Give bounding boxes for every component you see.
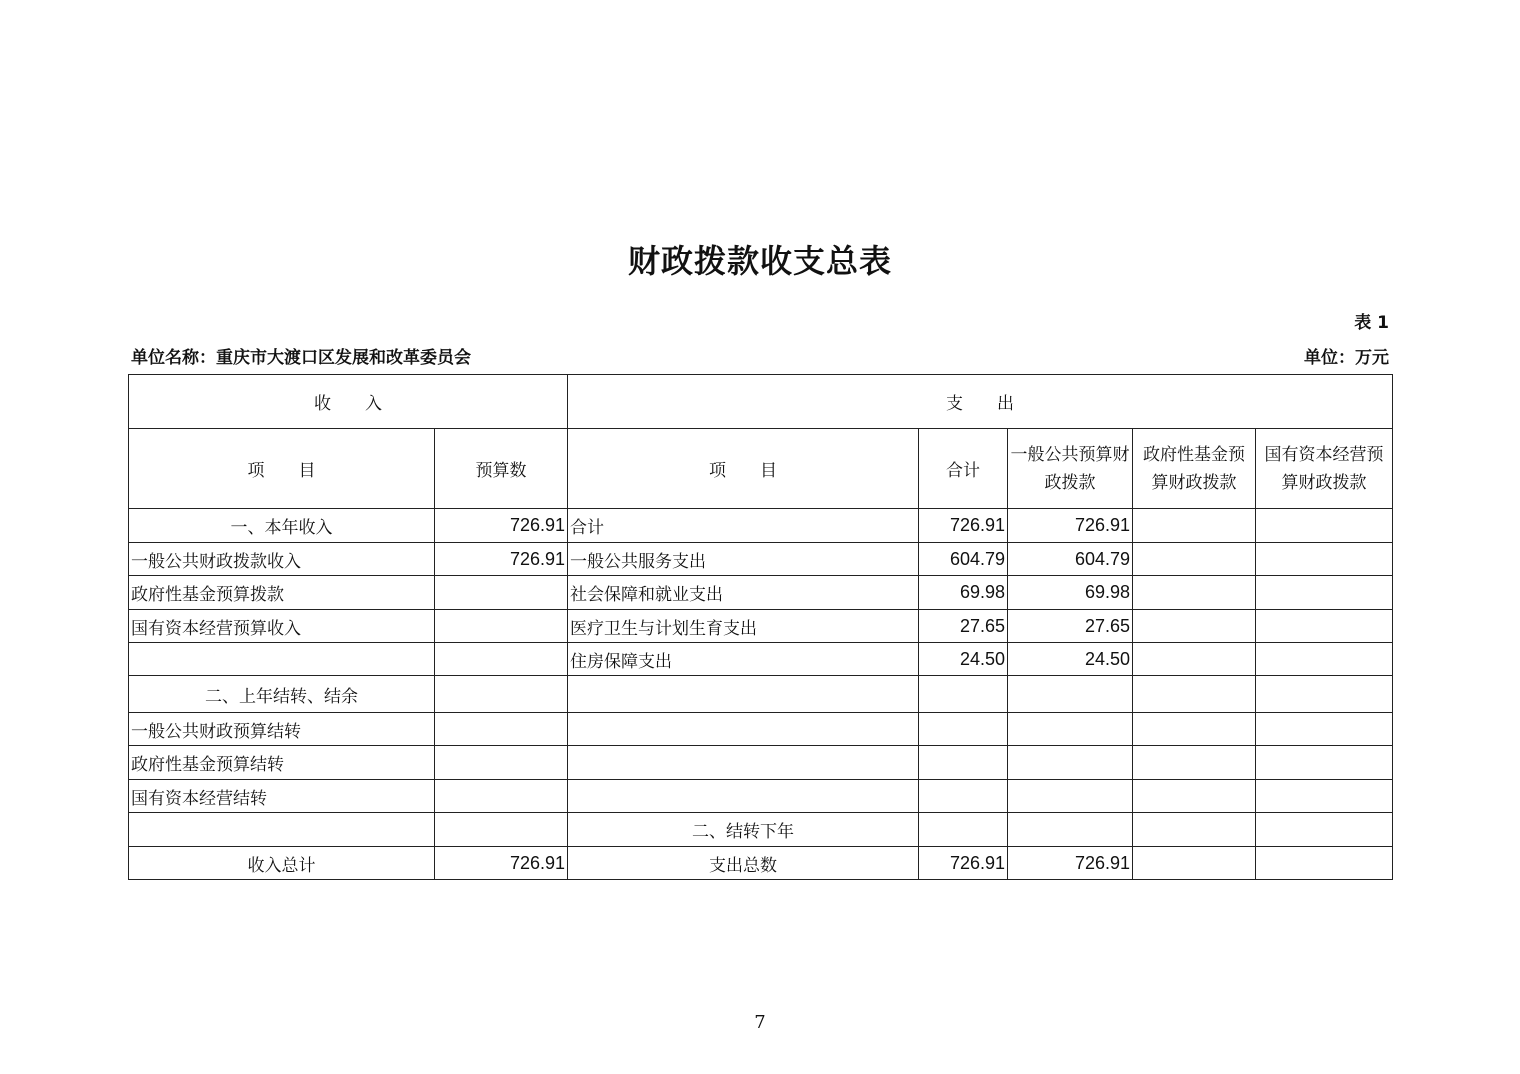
capital-cell: [1256, 746, 1393, 780]
total-cell: 604.79: [919, 543, 1008, 576]
total-header: 合计: [919, 429, 1008, 509]
fund-cell: [1133, 813, 1256, 847]
currency-unit-label: 单位：万元: [1304, 348, 1389, 368]
fund-cell: [1133, 509, 1256, 543]
expense-item-cell: [568, 713, 919, 746]
table-row: [129, 746, 1393, 780]
income-item-cell: 政府性基金预算结转: [129, 746, 435, 780]
budget-cell: [435, 746, 568, 780]
fund-cell: [1133, 847, 1256, 880]
income-item-cell: [129, 813, 435, 847]
general-cell: 27.65: [1008, 610, 1133, 643]
expense-header: 支 出: [568, 375, 1393, 429]
expense-item-cell: 医疗卫生与计划生育支出: [568, 610, 919, 643]
table-row: [129, 713, 1393, 746]
table-row: [129, 576, 1393, 610]
budget-cell: [435, 610, 568, 643]
budget-cell: [435, 576, 568, 610]
table-row: [129, 610, 1393, 643]
general-cell: [1008, 813, 1133, 847]
total-cell: [919, 746, 1008, 780]
table-row: [129, 847, 1393, 880]
expense-item-header: 项 目: [568, 429, 919, 509]
income-header: 收 入: [129, 375, 568, 429]
income-item-cell: 一、本年收入: [129, 509, 435, 543]
income-item-cell: 二、上年结转、结余: [129, 676, 435, 713]
capital-cell: [1256, 643, 1393, 676]
table-number: 表 1: [1354, 313, 1389, 333]
capital-cell: [1256, 610, 1393, 643]
general-cell: 726.91: [1008, 847, 1133, 880]
general-budget-header: 一般公共预算财政拨款: [1008, 429, 1133, 509]
expense-item-cell: 二、结转下年: [568, 813, 919, 847]
table-row: [129, 509, 1393, 543]
table-row: [129, 780, 1393, 813]
expense-item-cell: [568, 746, 919, 780]
fund-cell: [1133, 746, 1256, 780]
budget-cell: [435, 713, 568, 746]
total-cell: 27.65: [919, 610, 1008, 643]
gov-fund-header: 政府性基金预算财政拨款: [1133, 429, 1256, 509]
table-row: [129, 643, 1393, 676]
income-item-cell: 收入总计: [129, 847, 435, 880]
expense-item-cell: 社会保障和就业支出: [568, 576, 919, 610]
income-item-header: 项 目: [129, 429, 435, 509]
total-cell: [919, 676, 1008, 713]
budget-cell: 726.91: [435, 543, 568, 576]
total-cell: [919, 813, 1008, 847]
general-cell: 69.98: [1008, 576, 1133, 610]
table-row: [129, 813, 1393, 847]
budget-cell: [435, 676, 568, 713]
header-row-2: [129, 429, 1393, 509]
budget-header: 预算数: [435, 429, 568, 509]
expense-item-cell: 合计: [568, 509, 919, 543]
header-row-1: [129, 375, 1393, 429]
expense-item-cell: [568, 780, 919, 813]
fund-cell: [1133, 713, 1256, 746]
fund-cell: [1133, 543, 1256, 576]
general-cell: [1008, 713, 1133, 746]
fund-cell: [1133, 610, 1256, 643]
capital-cell: [1256, 509, 1393, 543]
budget-cell: 726.91: [435, 509, 568, 543]
budget-cell: [435, 643, 568, 676]
fund-cell: [1133, 676, 1256, 713]
expense-item-cell: [568, 676, 919, 713]
capital-cell: [1256, 543, 1393, 576]
capital-cell: [1256, 780, 1393, 813]
general-cell: 604.79: [1008, 543, 1133, 576]
total-cell: 24.50: [919, 643, 1008, 676]
fund-cell: [1133, 576, 1256, 610]
expense-item-cell: 支出总数: [568, 847, 919, 880]
capital-cell: [1256, 847, 1393, 880]
income-item-cell: 政府性基金预算拨款: [129, 576, 435, 610]
page-number: 7: [754, 1012, 766, 1033]
unit-name-label: 单位名称：重庆市大渡口区发展和改革委员会: [131, 348, 471, 368]
income-item-cell: 一般公共财政预算结转: [129, 713, 435, 746]
budget-cell: [435, 780, 568, 813]
capital-cell: [1256, 676, 1393, 713]
budget-cell: 726.91: [435, 847, 568, 880]
income-item-cell: 一般公共财政拨款收入: [129, 543, 435, 576]
income-item-cell: 国有资本经营结转: [129, 780, 435, 813]
general-cell: 24.50: [1008, 643, 1133, 676]
budget-table: [128, 374, 1393, 880]
income-item-cell: 国有资本经营预算收入: [129, 610, 435, 643]
total-cell: 726.91: [919, 509, 1008, 543]
general-cell: [1008, 746, 1133, 780]
total-cell: 69.98: [919, 576, 1008, 610]
general-cell: [1008, 676, 1133, 713]
fund-cell: [1133, 780, 1256, 813]
total-cell: [919, 780, 1008, 813]
general-cell: [1008, 780, 1133, 813]
total-cell: 726.91: [919, 847, 1008, 880]
table-row: [129, 676, 1393, 713]
capital-cell: [1256, 813, 1393, 847]
income-item-cell: [129, 643, 435, 676]
fund-cell: [1133, 643, 1256, 676]
capital-cell: [1256, 576, 1393, 610]
page-title: 财政拨款收支总表: [627, 242, 892, 280]
budget-cell: [435, 813, 568, 847]
expense-item-cell: 一般公共服务支出: [568, 543, 919, 576]
table-row: [129, 543, 1393, 576]
expense-item-cell: 住房保障支出: [568, 643, 919, 676]
total-cell: [919, 713, 1008, 746]
state-capital-header: 国有资本经营预算财政拨款: [1256, 429, 1393, 509]
capital-cell: [1256, 713, 1393, 746]
general-cell: 726.91: [1008, 509, 1133, 543]
